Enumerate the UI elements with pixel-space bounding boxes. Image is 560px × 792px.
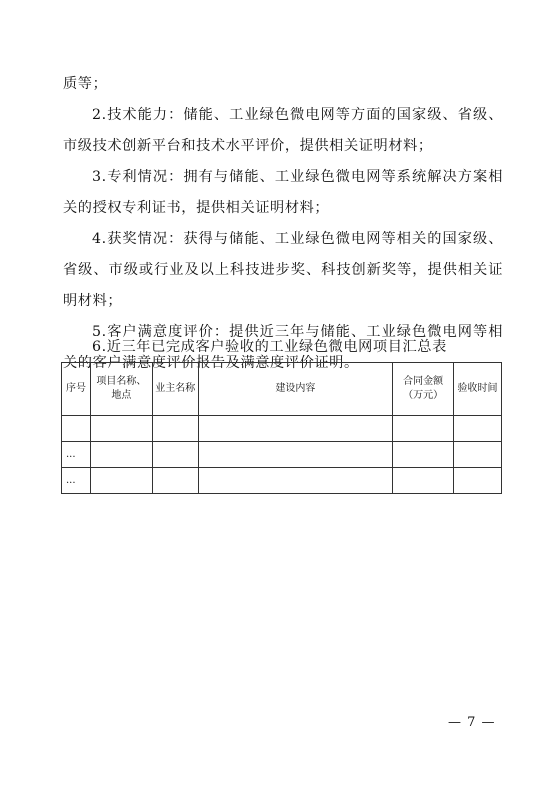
header-owner-name: 业主名称	[152, 363, 198, 416]
table-cell	[454, 468, 502, 494]
table-cell	[90, 416, 152, 442]
table-row	[62, 416, 502, 442]
table-cell	[198, 468, 392, 494]
paragraph-customer-satisfaction: 5.客户满意度评价：提供近三年与储能、工业绿色微电网等相关的客户满意度评价报告及满意度评价证明。	[63, 324, 503, 371]
paragraph-patents: 3.专利情况：拥有与储能、工业绿色微电网等系统解决方案相关的授权专利证书，提供相关证明材料；	[63, 169, 503, 216]
header-contract-amount: 合同金额（万元）	[393, 363, 454, 416]
paragraph-continuation: 质等；	[63, 76, 108, 92]
table-cell	[454, 442, 502, 468]
table-header-row	[62, 363, 502, 416]
table-row	[62, 468, 502, 494]
header-serial-number: 序号	[62, 363, 91, 416]
table-cell	[393, 468, 454, 494]
table-cell	[152, 416, 198, 442]
table-cell: ...	[62, 468, 91, 494]
header-construction-content: 建设内容	[198, 363, 392, 416]
table-cell	[198, 442, 392, 468]
table-cell	[393, 416, 454, 442]
header-project-name-location: 项目名称、地点	[90, 363, 152, 416]
table-cell	[152, 468, 198, 494]
project-summary-table	[61, 362, 502, 494]
header-acceptance-time: 验收时间	[454, 363, 502, 416]
table-cell	[393, 442, 454, 468]
table-cell	[62, 416, 91, 442]
table-cell	[90, 468, 152, 494]
table-cell	[90, 442, 152, 468]
table-title: 6.近三年已完成客户验收的工业绿色微电网项目汇总表	[92, 339, 447, 355]
table-cell	[198, 416, 392, 442]
table-cell: ...	[62, 442, 91, 468]
page-number: — 7 —	[448, 715, 496, 730]
table-row	[62, 442, 502, 468]
table-cell	[152, 442, 198, 468]
body-text	[63, 69, 503, 379]
paragraph-awards: 4.获奖情况：获得与储能、工业绿色微电网等相关的国家级、省级、市级或行业及以上科技进步奖、科技创新奖等，提供相关证明材料；	[63, 231, 503, 309]
table-cell	[454, 416, 502, 442]
paragraph-technical-capability: 2.技术能力：储能、工业绿色微电网等方面的国家级、省级、市级技术创新平台和技术水平评价，提供相关证明材料；	[63, 107, 503, 154]
